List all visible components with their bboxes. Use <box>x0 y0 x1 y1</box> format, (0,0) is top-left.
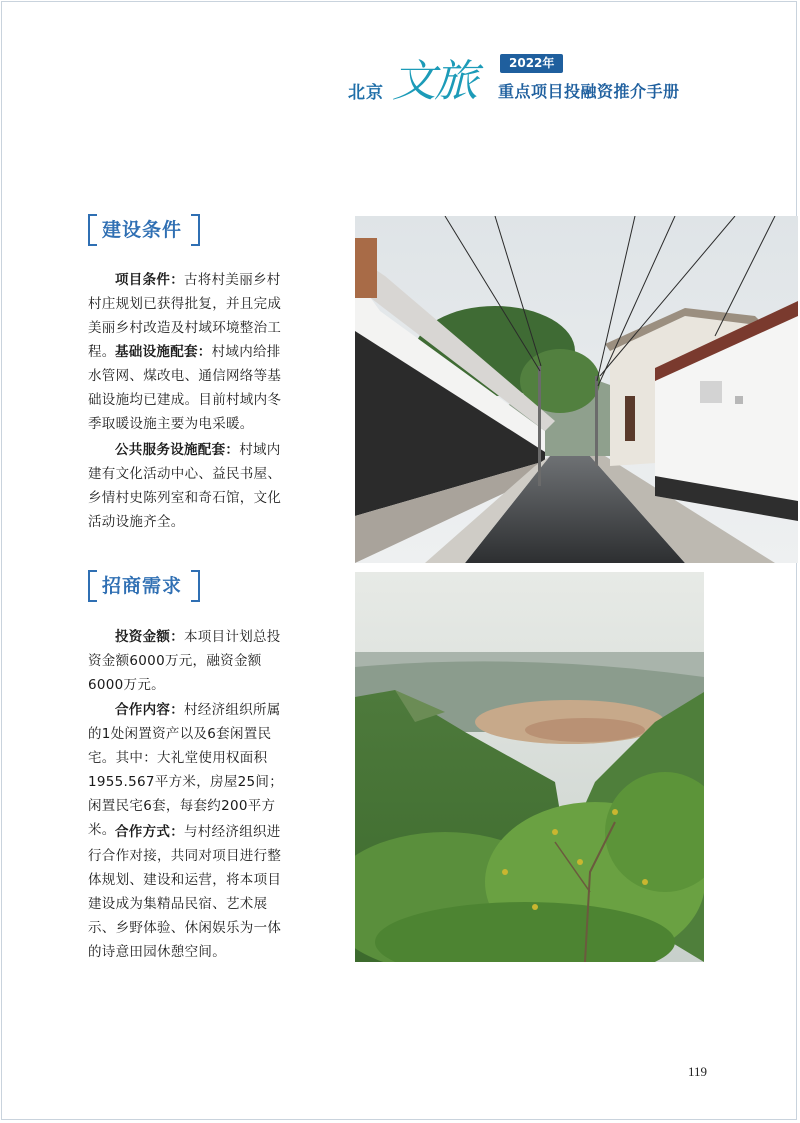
section-title-investment <box>88 570 200 604</box>
bracket-right <box>191 214 200 246</box>
paragraph-cooperation-method <box>88 820 294 964</box>
header-subtitle: 重点项目投融资推介手册 <box>498 82 680 101</box>
section-title-text: 招商需求 <box>102 575 183 597</box>
paragraph-text: 古将村美丽乡村村庄规划已获得批复，并且完成美丽乡村改造及村域环境整治工程。 <box>88 272 282 360</box>
bracket-right <box>191 570 200 602</box>
section-title-text: 建设条件 <box>102 219 183 241</box>
paragraph-text: 本项目计划总投资金额6000万元，融资金额6000万元。 <box>88 629 281 693</box>
paragraph-label: 合作内容： <box>115 702 184 718</box>
paragraph-text: 村域内给排水管网、煤改电、通信网络等基础设施均已建成。目前村域内冬季取暖设施主要为电采暖。 <box>88 344 282 432</box>
bracket-left <box>88 570 97 602</box>
photo-village-lane <box>355 216 798 563</box>
paragraph-infrastructure <box>88 340 294 436</box>
paragraph-label: 项目条件： <box>115 272 184 288</box>
paragraph-text: 村经济组织所属的1处闲置资产以及6套闲置民宅。其中：大礼堂使用权面积1955.567平方米，房屋25间；闲置民宅6套，每套约200平方米。 <box>88 702 283 838</box>
paragraph-label: 投资金额： <box>115 629 184 645</box>
page-number: 119 <box>688 1064 708 1079</box>
header-year-badge: 2022年 <box>500 54 563 73</box>
header-beijing: 北京 <box>348 83 384 103</box>
page-header <box>340 50 740 120</box>
paragraph-investment-amount <box>88 625 294 697</box>
section-title-construction <box>88 214 200 248</box>
paragraph-label: 公共服务设施配套： <box>115 442 240 458</box>
paragraph-label: 基础设施配套： <box>115 344 212 360</box>
bracket-left <box>88 214 97 246</box>
paragraph-public-services <box>88 438 294 534</box>
paragraph-text: 村域内建有文化活动中心、益民书屋、乡情村史陈列室和奇石馆，文化活动设施齐全。 <box>88 442 282 530</box>
paragraph-text: 与村经济组织进行合作对接，共同对项目进行整体规划、建设和运营，将本项目建设成为集精品民宿、艺术展示、乡野体验、休闲娱乐为一体的诗意田园休憩空间。 <box>88 824 282 960</box>
header-wenlu-logo: 文旅 <box>392 56 476 107</box>
photo-mountain-view <box>355 572 704 962</box>
paragraph-label: 合作方式： <box>115 824 184 840</box>
